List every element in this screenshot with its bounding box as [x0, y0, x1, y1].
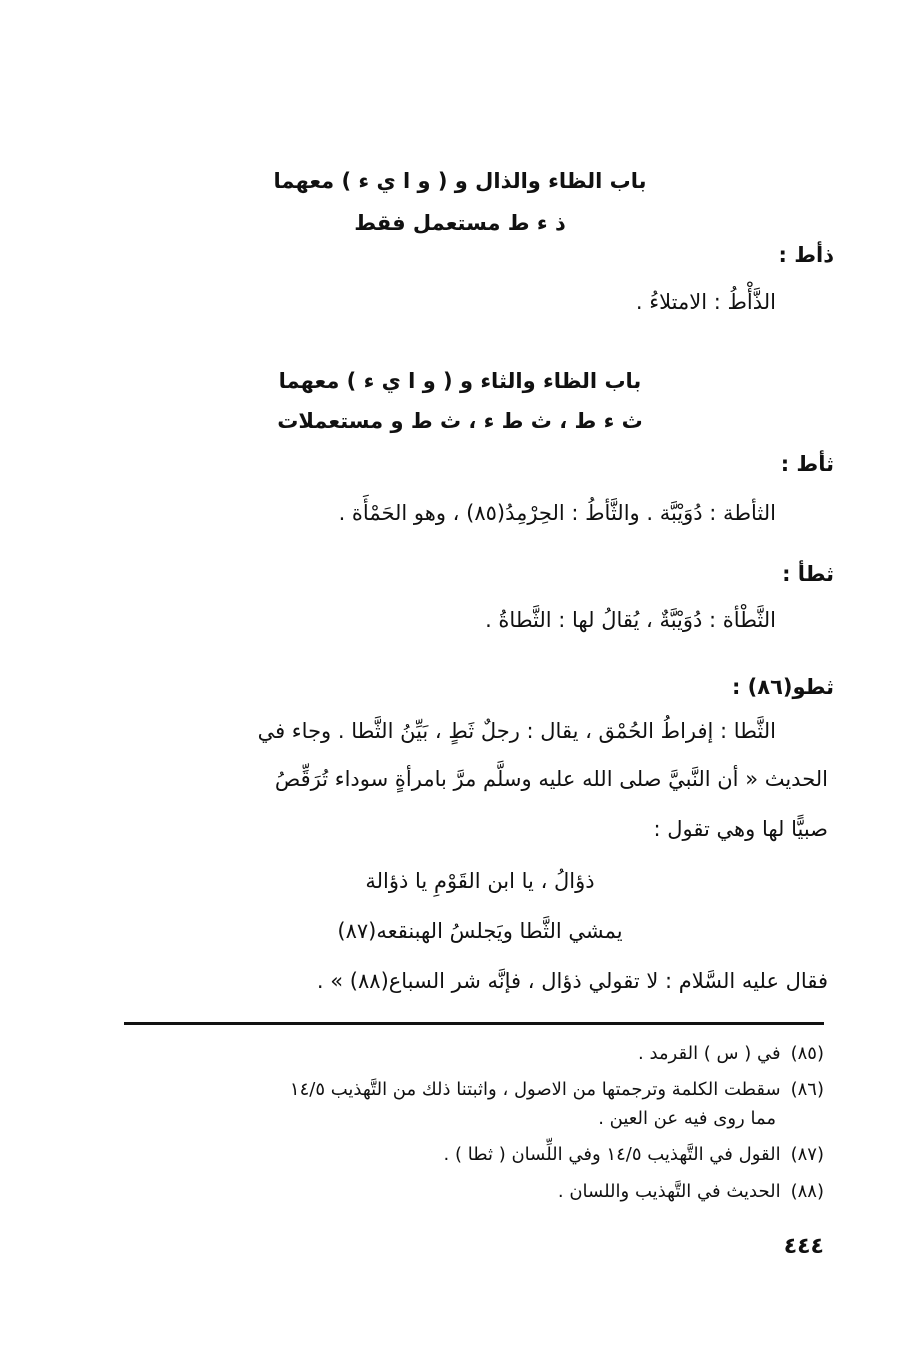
footnote-86 [290, 1077, 824, 1103]
footnote-number: (٨٦) [790, 1079, 824, 1100]
verse-line2: يمشي الثَّطا ويَجلسُ الهبنقعه(٨٧) [337, 919, 623, 943]
footnote-number: (٨٨) [790, 1181, 824, 1202]
verse-line1: ذؤالُ ، يا ابن القَوْمِ يا ذؤالة [365, 869, 595, 893]
footnote-text: في ( س ) القرمد . [638, 1043, 781, 1064]
footnote-88 [558, 1179, 824, 1205]
entry-headword-thata: ثطأ : [782, 562, 834, 586]
footnote-text: الحديث في التَّهذيب واللسان . [557, 1181, 781, 1202]
entry-thatw-line4: فقال عليه السَّلام : لا تقولي ذؤال ، فإنَّه شر السباع(٨٨) » . [316, 969, 828, 993]
section2-title-line2: ث ء ط ، ث ط ء ، ث ط و مستعملات [277, 409, 643, 433]
section1-title-line2: ذ ء ط مستعمل فقط [354, 211, 566, 235]
section2-title-line1: باب الظاء والثاء و ( و ا ي ء ) معهما [278, 369, 642, 393]
footnote-text: سقطت الكلمة وترجمتها من الاصول ، واثبتنا ذلك من التَّهذيب ١٤/٥ [289, 1079, 781, 1100]
entry-definition-dhat: الذَّأْطُ : الامتلاءُ . [635, 290, 776, 314]
entry-thatw-line1: الثَّطا : إفراطُ الحُمْق ، يقال : رجلٌ ثَطٍ ، بَيِّنُ الثَّطا . وجاء في [257, 719, 776, 743]
entry-definition-thaat: الثأطة : دُوَيْبَّة . والثَّأطُ : الحِرْمِدُ(٨٥) ، وهو الحَمْأَة . [338, 501, 776, 525]
entry-headword-thaat: ثأط : [780, 452, 834, 476]
footnote-text: القول في التَّهذيب ١٤/٥ وفي اللِّسان ( ثطا ) . [443, 1144, 781, 1165]
footnote-86-continuation: مما روى فيه عن العين . [598, 1108, 776, 1129]
footnote-85 [638, 1041, 824, 1067]
entry-definition-thata: الثَّطْأة : دُوَيْبَّةٌ ، يُقالُ لها : الثَّطاةُ . [485, 608, 776, 632]
entry-thatw-line3: صبيًّا لها وهي تقول : [653, 817, 828, 841]
entry-headword-dhat: ذأط : [778, 243, 834, 267]
entry-headword-thatw: ثطو(٨٦) : [731, 675, 834, 699]
page-number: ٤٤٤ [783, 1234, 824, 1259]
section1-title-line1: باب الظاء والذال و ( و ا ي ء ) معهما [273, 169, 647, 193]
footnote-87 [444, 1142, 824, 1168]
footnote-divider [124, 1022, 824, 1025]
footnote-number: (٨٧) [790, 1144, 824, 1165]
entry-thatw-line2: الحديث « أن النَّبيَّ صلى الله عليه وسلَّم مرَّ بامرأةٍ سوداء تُرَقِّصُ [274, 767, 828, 791]
footnote-number: (٨٥) [790, 1043, 824, 1064]
